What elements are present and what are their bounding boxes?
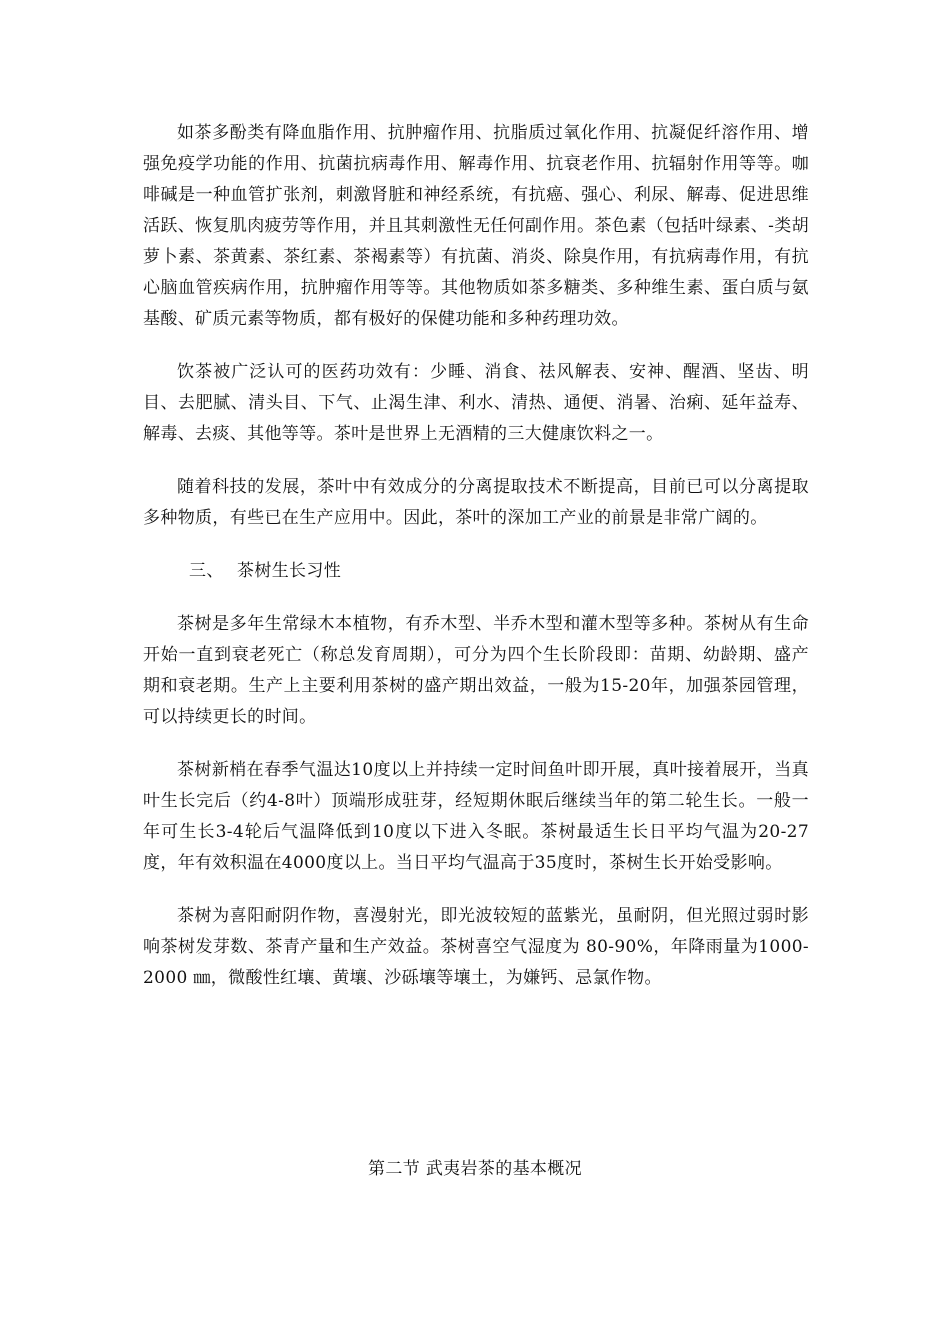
document-body [143, 118, 809, 1016]
paragraph-growth-stages: 茶树是多年生常绿木本植物，有乔木型、半乔木型和灌木型等多种。茶树从有生命开始一直到衰老死亡（称总发育周期），可分为四个生长阶段即：苗期、幼龄期、盛产期和衰老期。生产上主要利用茶树的盛产期出效益，一般为15-20年，加强茶园管理，可以持续更长的时间。 [143, 614, 809, 727]
paragraph-shoot-growth: 茶树新梢在春季气温达10度以上并持续一定时间鱼叶即开展，真叶接着展开，当真叶生长完后（约4-8叶）顶端形成驻芽，经短期休眠后继续当年的第二轮生长。一般一年可生长3-4轮后气温降低到10度以下进入冬眠。茶树最适生长日平均气温为20-27度，年有效积温在4000度以上。当日平均气温高于35度时，茶树生长开始受影响。 [143, 760, 809, 873]
subsection-number: 三、 [189, 561, 224, 581]
paragraph-tea-compounds: 如茶多酚类有降血脂作用、抗肿瘤作用、抗脂质过氧化作用、抗凝促纤溶作用、增强免疫学功能的作用、抗菌抗病毒作用、解毒作用、抗衰老作用、抗辐射作用等等。咖啡碱是一种血管扩张剂，刺激肾脏和神经系统，有抗癌、强心、利尿、解毒、促进思维活跃、恢复肌肉疲劳等作用，并且其刺激性无任何副作用。茶色素（包括叶绿素、-类胡萝卜素、茶黄素、茶红素、茶褐素等）有抗菌、消炎、除臭作用，有抗病毒作用，有抗心脑血管疾病作用，抗肿瘤作用等等。其他物质如茶多糖类、多种维生素、蛋白质与氨基酸、矿质元素等物质，都有极好的保健功能和多种药理功效。 [143, 123, 809, 329]
paragraph-medical-effects: 饮茶被广泛认可的医药功效有：少睡、消食、祛风解表、安神、醒酒、坚齿、明目、去肥腻、清头目、下气、止渴生津、利水、清热、通便、消暑、治痢、延年益寿、解毒、去痰、其他等等。茶叶是世界上无酒精的三大健康饮料之一。 [143, 362, 809, 444]
paragraph-light-humidity: 茶树为喜阳耐阴作物，喜漫射光，即光波较短的蓝紫光，虽耐阴，但光照过弱时影响茶树发芽数、茶青产量和生产效益。茶树喜空气湿度为 80-90%，年降雨量为1000-2000 ㎜，微酸性红壤、黄壤、沙砾壤等壤土，为嫌钙、忌氯作物。 [143, 906, 809, 988]
section-title: 第二节 武夷岩茶的基本概况 [368, 1159, 582, 1179]
subsection-heading [143, 556, 809, 587]
paragraph-extraction-tech: 随着科技的发展，茶叶中有效成分的分离提取技术不断提高，目前已可以分离提取多种物质，有些已在生产应用中。因此，茶叶的深加工产业的前景是非常广阔的。 [143, 477, 809, 528]
subsection-title: 茶树生长习性 [237, 561, 342, 581]
